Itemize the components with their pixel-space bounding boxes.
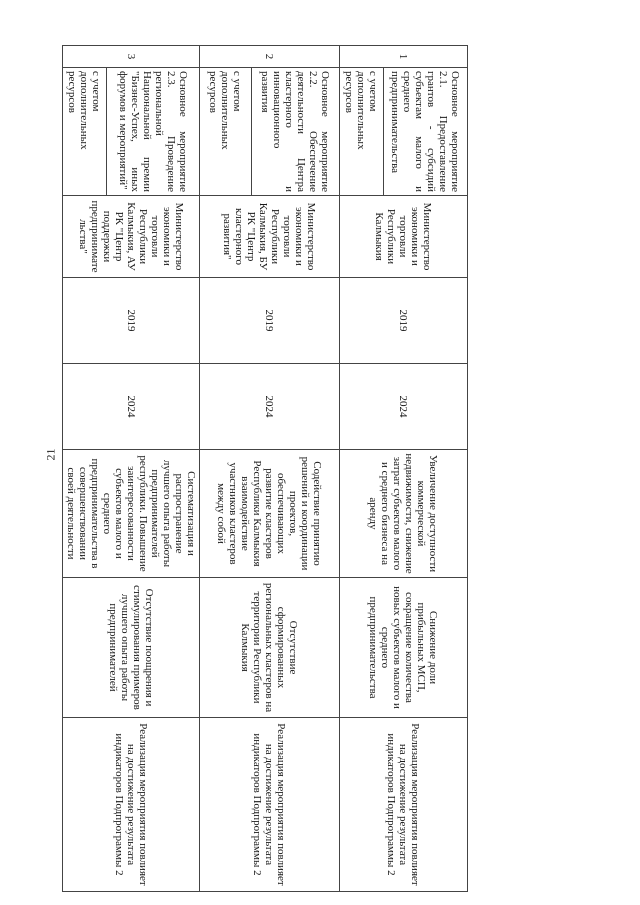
row-number: 2 — [200, 46, 340, 68]
start-year: 2019 — [63, 278, 200, 364]
event-name: Основное мероприятие 2.3. Проведение региональной Национальной премии "Бизнес-Успех, иных форумов и мероприятий" — [106, 68, 199, 196]
expected-result: Систематизация и распространение лучшего опыта работы предпринимателей республики. Повышение заинтересованности субъектов малого и среднего предпринимательства в совершенствовании своей деятельности — [63, 450, 200, 578]
indicator-link: Реализация мероприятия повлияет на достижение результата индикаторов Подпрограммы 2 — [63, 718, 200, 892]
additional-resources-label: с учетом дополнительных ресурсов — [340, 68, 384, 196]
executor: Министерство экономики и торговли Республики Калмыкия — [340, 196, 468, 278]
end-year: 2024 — [340, 364, 468, 450]
expected-result: Содействие принятию решений и координации проектов, обеспечивающих развитие кластеров Республики Калмыкия взаимодействие участников кластеров между собой — [200, 450, 340, 578]
table-row — [252, 46, 340, 892]
non-implementation-consequence: Отсутствие поощрения и стимулирования примеров лучшего опыта работы предпринимателей — [63, 578, 200, 718]
start-year: 2019 — [340, 278, 468, 364]
expected-result: Увеличение доступности коммерческой недвижимости, снижение затрат субъектов малого и среднего бизнеса на аренду — [340, 450, 468, 578]
end-year: 2024 — [63, 364, 200, 450]
program-events-table — [65, 45, 468, 891]
row-number: 3 — [63, 46, 200, 68]
table-row — [384, 46, 468, 892]
indicator-link: Реализация мероприятия повлияет на достижение результата индикаторов Подпрограммы 2 — [200, 718, 340, 892]
table-row — [106, 46, 199, 892]
page-number: 21 — [43, 448, 58, 461]
row-number: 1 — [340, 46, 468, 68]
additional-resources-label: с учетом дополнительных ресурсов — [63, 68, 107, 196]
executor: Министерство экономики и торговли Республики Калмыкия, БУ РК "Центр кластерного развития" — [200, 196, 340, 278]
additional-resources-label: с учетом дополнительных ресурсов — [200, 68, 252, 196]
indicator-link: Реализация мероприятия повлияет на достижение результата индикаторов Подпрограммы 2 — [340, 718, 468, 892]
event-name: Основное мероприятие 2.2. Обеспечение деятельности Центра кластерного и инновационного развития — [252, 68, 340, 196]
start-year: 2019 — [200, 278, 340, 364]
non-implementation-consequence: Отсутствие сформированных региональных кластеров на территории Республики Калмыкия — [200, 578, 340, 718]
end-year: 2024 — [200, 364, 340, 450]
event-name: Основное мероприятие 2.1. Предоставление грантов - субсидий субъектам малого и среднего предпринимательства — [384, 68, 468, 196]
executor: Министерство экономики и торговли Республики Калмыкия, АУ РК "Центр поддержки предпринимательства" — [63, 196, 200, 278]
non-implementation-consequence: Снижение доли прибыльных МСП, сокращение количества новых субъектов малого и среднего предпринимательства — [340, 578, 468, 718]
